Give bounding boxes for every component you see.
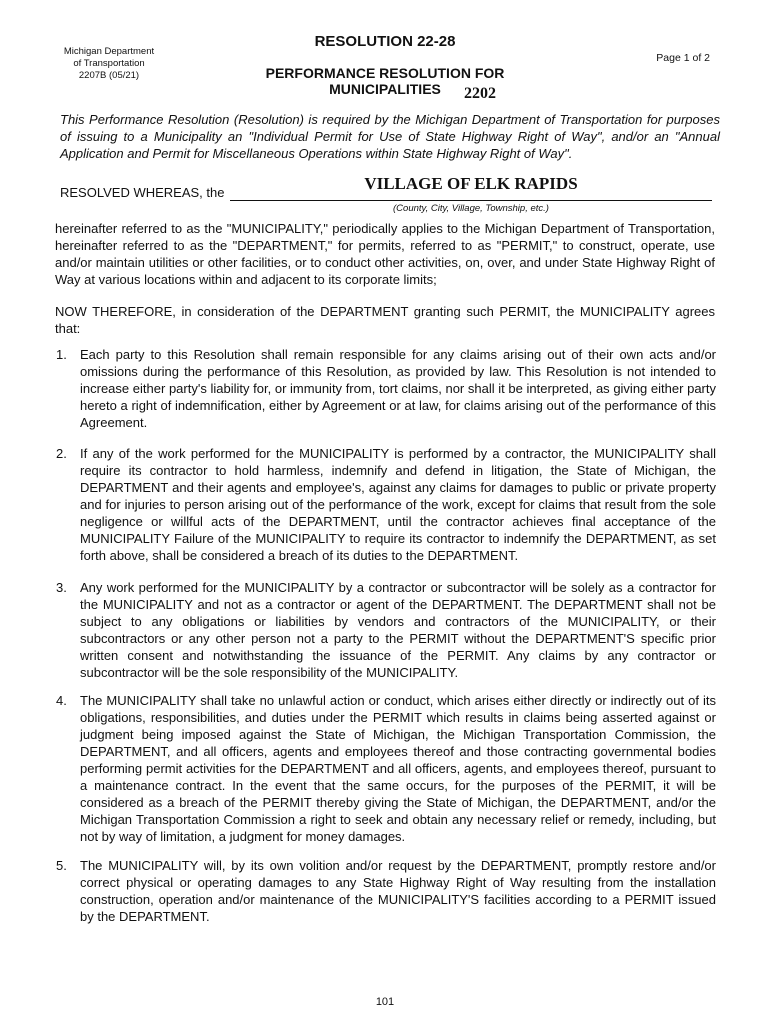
hereinafter-paragraph: hereinafter referred to as the "MUNICIPALITY," periodically applies to the Michigan Department of Transportation, hereinafter referred to as the "DEPARTMENT," for permits, referred to as "PERMIT," to construct, operate, use and/or maintain utilities or other facilities, or to conduct other activities, on, over, and under State Highway Right of Way at various locations within and adjacent to its corporate limits; bbox=[55, 221, 715, 287]
resolved-label: RESOLVED WHEREAS, the bbox=[60, 185, 225, 200]
department-line-2: of Transportation bbox=[73, 58, 145, 69]
list-item-number: 1. bbox=[56, 347, 67, 362]
list-item-number: 3. bbox=[56, 580, 67, 595]
list-item bbox=[56, 445, 716, 564]
footer-page-number: 101 bbox=[375, 996, 395, 1008]
list-item bbox=[56, 346, 716, 431]
list-item-number: 4. bbox=[56, 693, 67, 708]
resolution-number: RESOLUTION 22-28 bbox=[314, 33, 456, 50]
municipality-type-hint: (County, City, Village, Township, etc.) bbox=[393, 203, 549, 214]
form-number: 2207B (05/21) bbox=[78, 70, 140, 81]
list-item-text: If any of the work performed for the MUNICIPALITY is performed by a contractor, the MUNICIPALITY shall require its contractor to hold harmless, indemnify and defend in litigation, the State of Michigan, the DEPARTMENT and their agents and employee's, against any claims for damages to public or private property and for injuries to person arising out of the performance of the work, except for claims that result from the sole negligence or willful acts of the DEPARTMENT, until the contractor achieves final acceptance of the MUNICIPALITY Failure of the MUNICIPALITY to require its contractor to indemnify the DEPARTMENT, as set forth above, shall be considered a breach of its duties to the DEPARTMENT. bbox=[80, 446, 716, 563]
page-indicator: Page 1 of 2 bbox=[656, 52, 710, 64]
municipality-name-field[interactable]: VILLAGE OF ELK RAPIDS bbox=[364, 174, 578, 193]
stamp-number: 2202 bbox=[464, 85, 496, 102]
title-line-2: MUNICIPALITIES bbox=[329, 81, 441, 97]
list-item-text: Any work performed for the MUNICIPALITY by a contractor or subcontractor will be solely as a contractor for the MUNICIPALITY and not as a contractor or agent of the DEPARTMENT. The DEPARTMENT shall not be subject to any obligations or liabilities by vendors and contractors of the MUNICIPALITY, or their subcontractors or any other person not a party to the PERMIT without the DEPARTMENT'S specific prior written consent and notwithstanding the issuance of the PERMIT. Any claims by any contractor or subcontractor will be the sole responsibility of the MUNICIPALITY. bbox=[80, 580, 716, 680]
list-item-text: The MUNICIPALITY will, by its own volition and/or request by the DEPARTMENT, promptly restore and/or correct physical or operating damages to any State Highway Right of Way resulting from the installation construction, operation and/or maintenance of the MUNICIPALITY'S facilities according to a PERMIT issued by the DEPARTMENT. bbox=[80, 858, 716, 924]
list-item bbox=[56, 857, 716, 925]
list-item bbox=[56, 692, 716, 845]
list-item-number: 5. bbox=[56, 858, 67, 873]
department-line-1: Michigan Department bbox=[63, 46, 155, 57]
list-item-number: 2. bbox=[56, 446, 67, 461]
now-therefore-paragraph: NOW THEREFORE, in consideration of the DEPARTMENT granting such PERMIT, the MUNICIPALITY agrees that: bbox=[55, 304, 715, 336]
municipality-name-underline bbox=[230, 200, 712, 201]
list-item bbox=[56, 579, 716, 681]
list-item-text: Each party to this Resolution shall remain responsible for any claims arising out of their own acts and/or omissions during the performance of this Resolution, as provided by law. This Resolution is not intended to increase either party's liability for, or immunity from, tort claims, nor shall it be interpreted, as giving either party hereto a right of indemnification, either by Agreement or at law, for claims arising out of the performance of this Agreement. bbox=[80, 347, 716, 430]
intro-paragraph: This Performance Resolution (Resolution) is required by the Michigan Department of Transportation for purposes of issuing to a Municipality an "Individual Permit for Use of State Highway Right of Way", and/or an "Annual Application and Permit for Miscellaneous Operations within State Highway Right of Way". bbox=[60, 112, 720, 161]
document-title bbox=[0, 65, 770, 97]
list-item-text: The MUNICIPALITY shall take no unlawful action or conduct, which arises either directly or indirectly out of its obligations, responsibilities, and duties under the PERMIT which results in claims being asserted against or judgment being imposed against the State of Michigan, the Michigan Transportation Commission, the DEPARTMENT, and all officers, agents and employees thereof and those contracting governmental bodies performing permit activities for the DEPARTMENT and all officers, agents, and employees thereof, pursuant to a maintenance contract. In the event that the same occurs, for the purposes of the PERMIT, it will be considered as a breach of the PERMIT thereby giving the State of Michigan, the DEPARTMENT, and/or the Michigan Transportation Commission a right to seek and obtain any necessary relief or remedy, including, but not by way of limitation, a judgment for money damages. bbox=[80, 693, 716, 844]
title-line-1: PERFORMANCE RESOLUTION FOR bbox=[265, 65, 505, 81]
